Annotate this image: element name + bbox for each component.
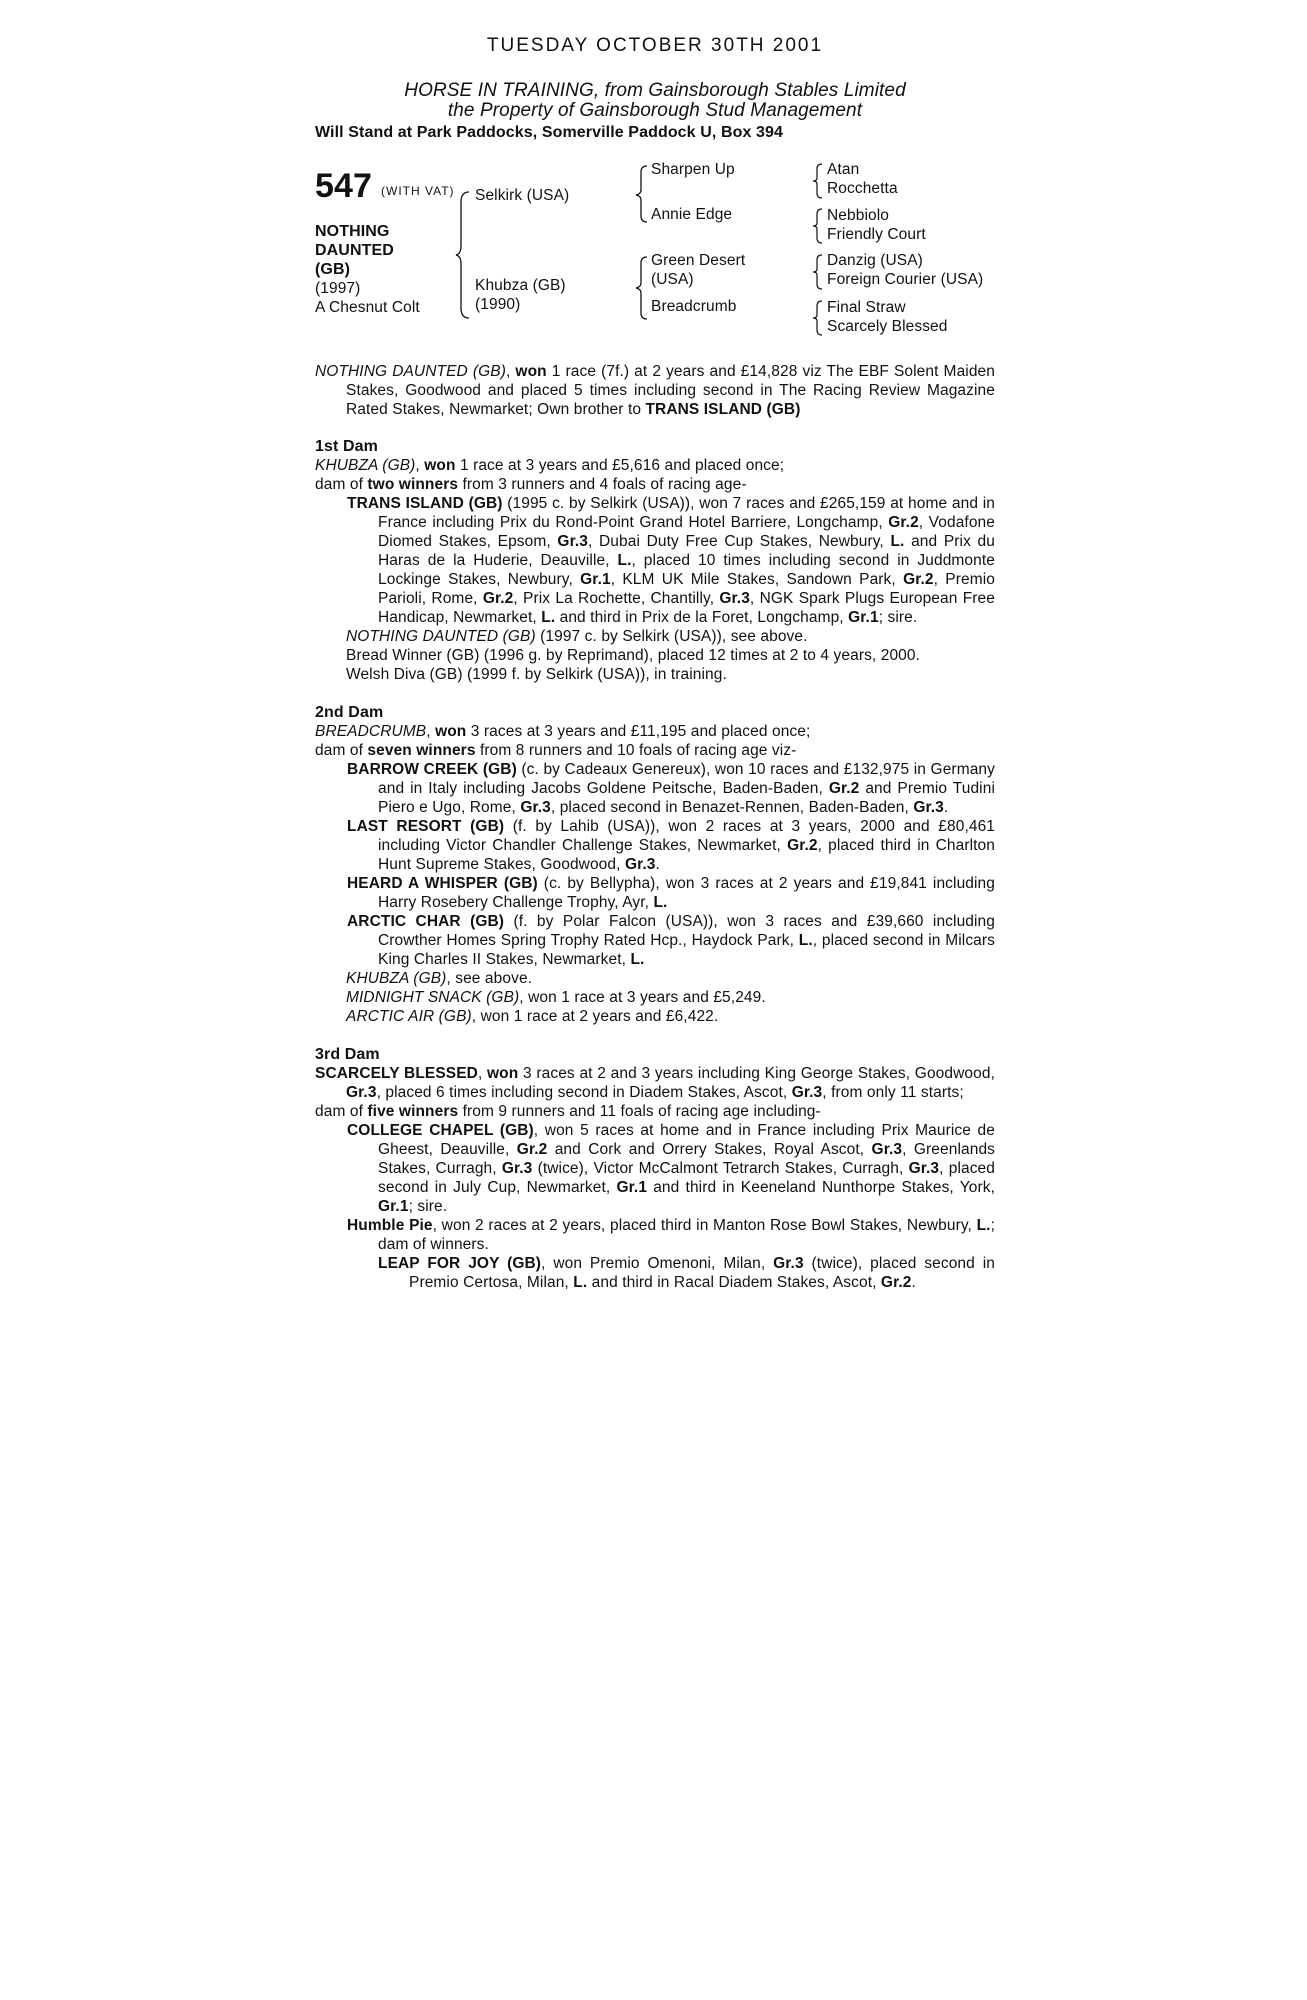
lot-number: 547 bbox=[315, 167, 373, 205]
progeny-text: (f. by Lahib (USA)), won 2 races at 3 years, 2000 and £80,461 including Victor Chandler Challenge Stakes, Newmarket, bbox=[378, 818, 996, 854]
third-dam-damof-rest: from 9 runners and 11 foals of racing age including- bbox=[458, 1103, 821, 1120]
grade: Gr.2 bbox=[787, 837, 818, 854]
horse-description: A Chesnut Colt bbox=[315, 299, 420, 316]
pedigree-brace-ss bbox=[812, 162, 824, 200]
grade: Gr.2 bbox=[880, 1274, 912, 1291]
third-dam-text: 3 races at 2 and 3 years including King George Stakes, Goodwood, bbox=[518, 1065, 995, 1082]
progeny-text: and Premio Tudini Piero e Ugo, Rome, bbox=[378, 780, 995, 816]
progeny-text: (twice), placed second in Premio Certosa, Milan, bbox=[409, 1255, 995, 1291]
progeny-text: , Greenlands Stakes, Curragh, bbox=[378, 1141, 996, 1177]
dam-sire-line-1: Green Desert bbox=[651, 252, 746, 269]
horse-name bbox=[315, 222, 394, 279]
progeny-text: , won 1 race at 3 years and £5,249. bbox=[519, 989, 766, 1006]
progeny-text: , placed 10 times including second in Juddmonte Lockinge Stakes, Newbury, bbox=[378, 552, 995, 588]
progeny-text: , won 5 races at home and in France including Prix Maurice de Gheest, Deauville, bbox=[378, 1122, 995, 1158]
sd-dam: Friendly Court bbox=[827, 226, 926, 243]
third-dam-winners: five winners bbox=[367, 1103, 459, 1120]
sale-date: TUESDAY OCTOBER 30TH 2001 bbox=[486, 35, 824, 56]
third-dam-damof: dam of bbox=[315, 1103, 368, 1120]
grade: L. bbox=[630, 951, 645, 968]
first-dam-name: KHUBZA (GB) bbox=[315, 457, 416, 474]
grade: Gr.2 bbox=[482, 590, 514, 607]
third-dam-text: , from only 11 starts; bbox=[822, 1084, 964, 1101]
second-dam-progeny-3 bbox=[315, 874, 995, 912]
horse-name-line-1: NOTHING bbox=[315, 223, 390, 240]
second-dam-progeny-2 bbox=[315, 817, 995, 874]
progeny-text: (c. by Cadeaux Genereux), won 10 races and £132,975 in Germany and in Italy including Jacobs Goldene Peitsche, Baden-Baden, bbox=[378, 761, 995, 797]
first-dam-winners: two winners bbox=[367, 476, 459, 493]
progeny-text: (1997 c. by Selkirk (USA)), see above. bbox=[535, 628, 808, 645]
third-dam-progeny-1 bbox=[315, 1121, 995, 1216]
progeny-text: , won 1 race at 2 years and £6,422. bbox=[471, 1008, 719, 1025]
grade: Gr.3 bbox=[913, 799, 944, 816]
ds-sire: Danzig (USA) bbox=[827, 252, 923, 269]
sire-dam: Annie Edge bbox=[651, 206, 733, 223]
first-dam-damof: dam of bbox=[315, 476, 368, 493]
progeny-text: ; dam of winners. bbox=[378, 1217, 995, 1253]
grade: Gr.3 bbox=[624, 856, 656, 873]
progeny-text: . bbox=[655, 856, 660, 873]
first-dam-progeny-3: Bread Winner (GB) (1996 g. by Reprimand), placed 12 times at 2 to 4 years, 2000. bbox=[346, 647, 921, 664]
progeny-name: LAST RESORT (GB) bbox=[347, 818, 505, 835]
dd-dam: Scarcely Blessed bbox=[827, 318, 948, 335]
grade: L. bbox=[798, 932, 813, 949]
third-dam-won: won bbox=[487, 1065, 519, 1082]
grade: Gr.3 bbox=[346, 1084, 377, 1101]
progeny-name: TRANS ISLAND (GB) bbox=[347, 495, 503, 512]
sire-sire: Sharpen Up bbox=[651, 161, 735, 178]
grade: Gr.2 bbox=[516, 1141, 548, 1158]
progeny-text: . bbox=[943, 799, 949, 816]
grade: Gr.3 bbox=[791, 1084, 823, 1101]
horse-summary-won: won bbox=[515, 363, 547, 380]
grade: Gr.1 bbox=[616, 1179, 648, 1196]
progeny-name: ARCTIC CHAR (GB) bbox=[347, 913, 505, 930]
progeny-text: and Prix du Haras de la Huderie, Deauville, bbox=[378, 533, 995, 569]
sd-sire: Nebbiolo bbox=[827, 207, 889, 224]
third-dam-name: SCARCELY BLESSED bbox=[315, 1065, 478, 1082]
pedigree-block bbox=[315, 160, 995, 340]
progeny-name: LEAP FOR JOY (GB) bbox=[378, 1255, 542, 1272]
second-dam-text: 3 races at 3 years and £11,195 and placed once; bbox=[466, 723, 811, 740]
grade: L. bbox=[976, 1217, 991, 1234]
dam: Khubza (GB) bbox=[475, 277, 566, 294]
pedigree-brace-dd bbox=[812, 299, 824, 337]
second-dam-won: won bbox=[435, 723, 467, 740]
stand-location: Will Stand at Park Paddocks, Somerville Paddock U, Box 394 bbox=[315, 124, 784, 141]
horse-name-line-3: (GB) bbox=[315, 261, 351, 278]
horse-summary: NOTHING DAUNTED (GB), won 1 race (7f.) at 2 years and £14,828 viz The EBF Solent Maiden Stakes, Goodwood and placed 5 times including second in The Racing Review Magazine Rated Stakes, Newmarket; Own brother to TRANS ISLAND (GB) bbox=[315, 363, 995, 418]
progeny-text: , Vodafone Diomed Stakes, Epsom, bbox=[378, 514, 995, 550]
progeny-text: and third in Racal Diadem Stakes, Ascot, bbox=[587, 1274, 881, 1291]
grade: L. bbox=[653, 894, 668, 911]
second-dam-name: BREADCRUMB bbox=[315, 723, 427, 740]
progeny-text: ; sire. bbox=[408, 1198, 448, 1215]
grade: Gr.3 bbox=[501, 1160, 533, 1177]
progeny-text: , placed third in Charlton Hunt Supreme Stakes, Goodwood, bbox=[378, 837, 995, 873]
progeny-text: (twice), Victor McCalmont Tetrarch Stakes, Curragh, bbox=[532, 1160, 909, 1177]
progeny-name: MIDNIGHT SNACK (GB) bbox=[346, 989, 520, 1006]
progeny-name: ARCTIC AIR (GB) bbox=[346, 1008, 472, 1025]
progeny-name: KHUBZA (GB) bbox=[346, 970, 447, 987]
header-line-1: HORSE IN TRAINING, from Gainsborough Stables Limited bbox=[404, 80, 906, 101]
first-dam-progeny-2 bbox=[315, 627, 995, 646]
grade: Gr.1 bbox=[378, 1198, 409, 1215]
progeny-text: , NGK Spark Plugs European Free Handicap, Newmarket, bbox=[378, 590, 995, 626]
progeny-text: , won 2 races at 2 years, placed third in Manton Rose Bowl Stakes, Newbury, bbox=[432, 1217, 977, 1234]
progeny-name: NOTHING DAUNTED (GB) bbox=[346, 628, 536, 645]
progeny-text: and third in Keeneland Nunthorpe Stakes, York, bbox=[647, 1179, 995, 1196]
pedigree-brace-sire bbox=[635, 164, 649, 224]
third-dam-section bbox=[315, 1045, 995, 1292]
grade: L. bbox=[890, 533, 905, 550]
horse-name-line-2: DAUNTED bbox=[315, 242, 394, 259]
second-dam-progeny-1 bbox=[315, 760, 995, 817]
progeny-text: , see above. bbox=[446, 970, 533, 987]
progeny-text: , KLM UK Mile Stakes, Sandown Park, bbox=[610, 571, 904, 588]
second-dam-winners: seven winners bbox=[367, 742, 476, 759]
second-dam-progeny-5 bbox=[315, 969, 995, 988]
second-dam-damof-rest: from 8 runners and 10 foals of racing age viz- bbox=[475, 742, 797, 759]
grade: Gr.1 bbox=[580, 571, 611, 588]
progeny-name: HEARD A WHISPER (GB) bbox=[347, 875, 538, 892]
ss-dam: Rocchetta bbox=[827, 180, 898, 197]
progeny-text: ; sire. bbox=[878, 609, 918, 626]
progeny-text: , Prix La Rochette, Chantilly, bbox=[513, 590, 720, 607]
progeny-text: , placed second in Benazet-Rennen, Baden-Baden, bbox=[550, 799, 914, 816]
dam-sire-line-2: (USA) bbox=[651, 271, 694, 288]
progeny-name: Humble Pie bbox=[347, 1217, 433, 1234]
second-dam-section bbox=[315, 703, 995, 1026]
dam-year: (1990) bbox=[475, 296, 521, 313]
progeny-text: and Cork and Orrery Stakes, Royal Ascot, bbox=[547, 1141, 872, 1158]
third-dam-heading: 3rd Dam bbox=[315, 1046, 380, 1063]
grade: Gr.2 bbox=[828, 780, 860, 797]
pedigree-brace-ds bbox=[812, 253, 824, 291]
horse-summary-brother: TRANS ISLAND (GB) bbox=[645, 401, 801, 418]
first-dam-text: 1 race at 3 years and £5,616 and placed once; bbox=[455, 457, 785, 474]
grade: Gr.3 bbox=[557, 533, 588, 550]
progeny-text: (f. by Polar Falcon (USA)), won 3 races and £39,660 including Crowther Homes Spring Trophy Rated Hcp., Haydock Park, bbox=[378, 913, 995, 949]
horse-summary-name: NOTHING DAUNTED (GB) bbox=[315, 363, 506, 380]
progeny-text: and third in Prix de la Foret, Longchamp, bbox=[555, 609, 849, 626]
horse-summary-text: 1 race (7f.) at 2 years and £14,828 viz The EBF Solent Maiden Stakes, Goodwood and placed 5 times including second in The Racing Review Magazine Rated Stakes, Newmarket; Own brother to bbox=[346, 363, 995, 418]
pedigree-brace-main bbox=[455, 190, 471, 320]
pedigree-brace-dam bbox=[635, 255, 649, 321]
progeny-text: , Premio Parioli, Rome, bbox=[378, 571, 996, 607]
third-dam-progeny-2 bbox=[315, 1216, 995, 1254]
header-line-2: the Property of Gainsborough Stud Management bbox=[447, 100, 863, 121]
dd-sire: Final Straw bbox=[827, 299, 906, 316]
grade: Gr.3 bbox=[520, 799, 551, 816]
progeny-text: , Dubai Duty Free Cup Stakes, Newbury, bbox=[587, 533, 891, 550]
grade: Gr.1 bbox=[848, 609, 879, 626]
second-dam-progeny-7 bbox=[315, 1007, 995, 1026]
second-dam-damof: dam of bbox=[315, 742, 368, 759]
grade: Gr.3 bbox=[719, 590, 750, 607]
grade: Gr.3 bbox=[773, 1255, 804, 1272]
first-dam-damof-rest: from 3 runners and 4 foals of racing age- bbox=[458, 476, 747, 493]
second-dam-heading: 2nd Dam bbox=[315, 704, 384, 721]
grade: L. bbox=[573, 1274, 588, 1291]
ss-sire: Atan bbox=[827, 161, 860, 178]
progeny-text: (c. by Bellypha), won 3 races at 2 years and £19,841 including Harry Rosebery Challenge Trophy, Ayr, bbox=[378, 875, 995, 911]
first-dam-sep: , bbox=[415, 457, 425, 474]
grade: Gr.2 bbox=[903, 571, 934, 588]
second-dam-sep: , bbox=[426, 723, 436, 740]
progeny-text: . bbox=[911, 1274, 916, 1291]
vat-note: (WITH VAT) bbox=[381, 184, 455, 198]
horse-year: (1997) bbox=[315, 280, 361, 297]
dam-dam: Breadcrumb bbox=[651, 298, 737, 315]
second-dam-progeny-6 bbox=[315, 988, 995, 1007]
grade: L. bbox=[541, 609, 556, 626]
first-dam-won: won bbox=[424, 457, 456, 474]
grade: Gr.3 bbox=[908, 1160, 940, 1177]
third-dam-sep: , bbox=[477, 1065, 488, 1082]
third-dam-text: , placed 6 times including second in Diadem Stakes, Ascot, bbox=[376, 1084, 792, 1101]
progeny-text: , placed second in July Cup, Newmarket, bbox=[378, 1160, 995, 1196]
pedigree-brace-sd bbox=[812, 207, 824, 245]
first-dam-section bbox=[315, 437, 995, 684]
first-dam-progeny-4: Welsh Diva (GB) (1999 f. by Selkirk (USA)), in training. bbox=[346, 666, 727, 683]
sire: Selkirk (USA) bbox=[475, 187, 570, 204]
catalogue-page bbox=[315, 36, 995, 1292]
progeny-text: , placed second in Milcars King Charles II Stakes, Newmarket, bbox=[378, 932, 995, 968]
ds-dam: Foreign Courier (USA) bbox=[827, 271, 984, 288]
first-dam-heading: 1st Dam bbox=[315, 438, 378, 455]
grade: L. bbox=[617, 552, 632, 569]
grade: Gr.3 bbox=[871, 1141, 903, 1158]
third-dam-grandprogeny-1 bbox=[315, 1254, 995, 1292]
progeny-text: (1995 c. by Selkirk (USA)), won 7 races and £265,159 at home and in France including Prix du Rond-Point Grand Hotel Barriere, Longchamp, bbox=[378, 495, 995, 531]
second-dam-progeny-4 bbox=[315, 912, 995, 969]
progeny-text: , won Premio Omenoni, Milan, bbox=[541, 1255, 774, 1272]
progeny-name: COLLEGE CHAPEL (GB) bbox=[347, 1122, 534, 1139]
first-dam-progeny-1 bbox=[315, 494, 995, 627]
progeny-name: BARROW CREEK (GB) bbox=[347, 761, 517, 778]
grade: Gr.2 bbox=[888, 514, 919, 531]
